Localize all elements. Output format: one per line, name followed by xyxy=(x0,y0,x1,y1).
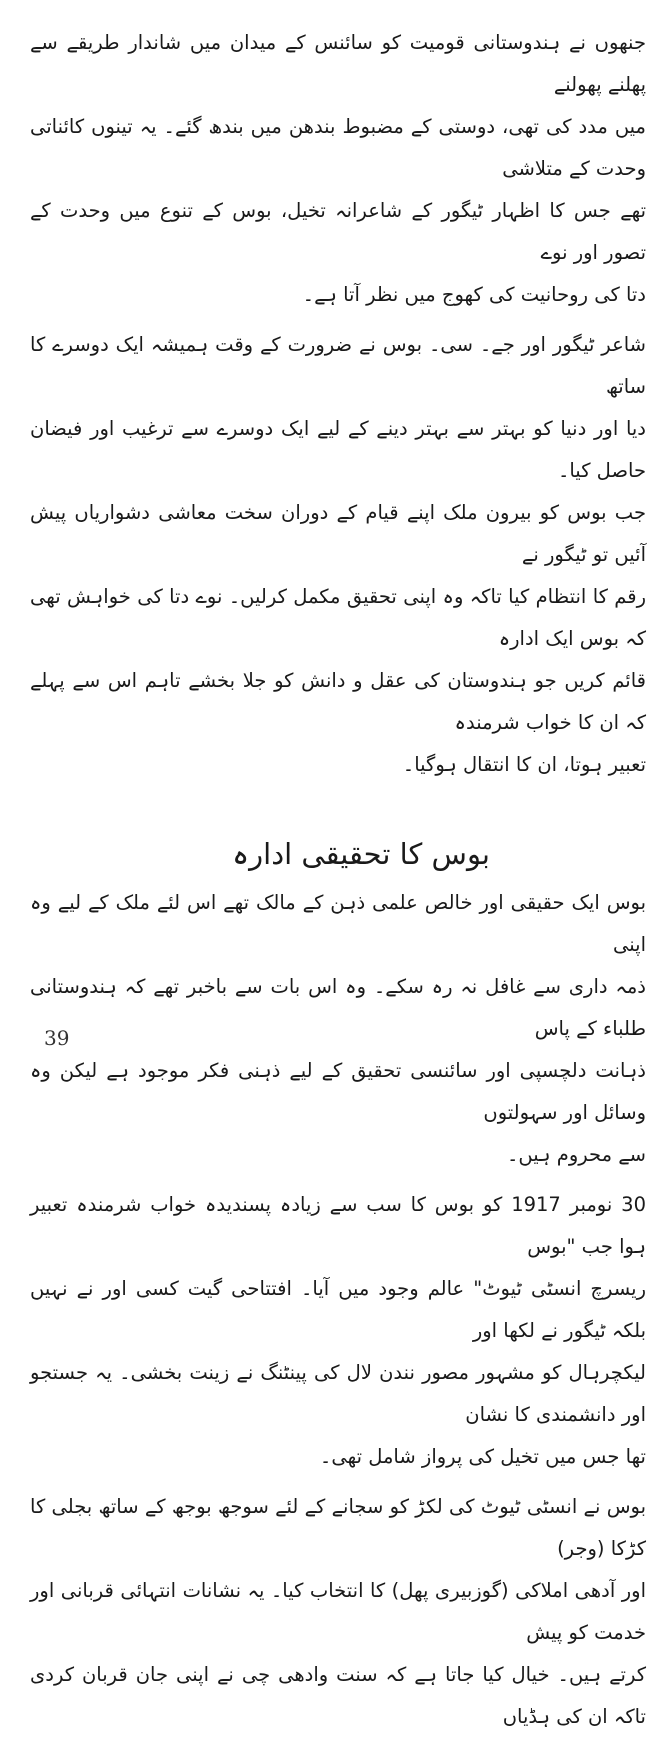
paragraph-2 xyxy=(30,324,646,786)
text-line: جنھوں نے ہندوستانی قومیت کو سائنس کے میدان میں شاندار طریقے سے پھلنے پھولنے xyxy=(30,31,646,96)
text-line: ذمہ داری سے غافل نہ رہ سکے۔ وہ اس بات سے باخبر تھے کہ ہندوستانی طلباء کے پاس xyxy=(30,975,646,1040)
text-line: تھا جس میں تخیل کی پرواز شامل تھی۔ xyxy=(319,1445,646,1468)
text-line: شاعر ٹیگور اور جے۔ سی۔ بوس نے ضرورت کے وقت ہمیشہ ایک دوسرے کا ساتھ xyxy=(30,333,646,398)
text-line: ریسرچ انسٹی ٹیوٹ" عالم وجود میں آیا۔ افتتاحی گیت کسی اور نے نہیں بلکہ ٹیگور نے لکھا اور xyxy=(30,1277,646,1342)
text-line: 30 نومبر 1917 کو بوس کا سب سے زیادہ پسندیدہ خواب شرمندہ تعبیر ہوا جب "بوس xyxy=(30,1193,646,1258)
page-number: 39 xyxy=(44,1026,70,1050)
text-line: بوس نے انسٹی ٹیوٹ کی لکڑ کو سجانے کے لئے سوجھ بوجھ کے ساتھ بجلی کا کڑکا (وجر) xyxy=(30,1495,646,1560)
text-line: رقم کا انتظام کیا تاکہ وہ اپنی تحقیق مکمل کرلیں۔ نوے دتا کی خواہش تھی کہ بوس ایک ادارہ xyxy=(30,585,646,650)
text-line: تعبیر ہوتا، ان کا انتقال ہوگیا۔ xyxy=(402,753,646,776)
text-line: دیا اور دنیا کو بہتر سے بہتر دینے کے لیے ایک دوسرے سے ترغیب اور فیضان حاصل کیا۔ xyxy=(30,417,646,482)
text-line: تھے جس کا اظہار ٹیگور کے شاعرانہ تخیل، بوس کے تنوع میں وحدت کے تصور اور نوے xyxy=(30,199,646,264)
text-line: ذہانت دلچسپی اور سائنسی تحقیق کے لیے ذہنی فکر موجود ہے لیکن وہ وسائل اور سہولتوں xyxy=(30,1059,646,1124)
paragraph-3 xyxy=(30,882,646,1176)
text-line: دتا کی روحانیت کی کھوج میں نظر آتا ہے۔ xyxy=(302,283,646,306)
paragraph-5 xyxy=(30,1486,646,1738)
text-line: بوس ایک حقیقی اور خالص علمی ذہن کے مالک تھے اس لئے ملک کے لیے وہ اپنی xyxy=(30,891,646,956)
section-heading: بوس کا تحقیقی ادارہ xyxy=(232,837,490,871)
text-line: کرتے ہیں۔ خیال کیا جاتا ہے کہ سنت وادھی چی نے اپنی جان قربان کردی تاکہ ان کی ہڈیاں xyxy=(30,1663,646,1728)
paragraph-1 xyxy=(30,22,646,316)
text-line: سے محروم ہیں۔ xyxy=(506,1143,646,1166)
text-line: میں مدد کی تھی، دوستی کے مضبوط بندھن میں بندھ گئے۔ یہ تینوں کائناتی وحدت کے متلاشی xyxy=(30,115,646,180)
text-line: جب بوس کو بیرون ملک اپنے قیام کے دوران سخت معاشی دشواریاں پیش آئیں تو ٹیگور نے xyxy=(30,501,646,566)
text-line: اور آدھی املاکی (گوزبیری پھل) کا انتخاب کیا۔ یہ نشانات انتہائی قربانی اور خدمت کو پیش xyxy=(30,1579,646,1644)
paragraph-4 xyxy=(30,1184,646,1478)
text-line: قائم کریں جو ہندوستان کی عقل و دانش کو جلا بخشے تاہم اس سے پہلے کہ ان کا خواب شرمندہ xyxy=(30,669,646,734)
text-line: لیکچرہال کو مشہور مصور نندن لال کی پینٹنگ نے زینت بخشی۔ یہ جستجو اور دانشمندی کا نشان xyxy=(30,1361,646,1426)
